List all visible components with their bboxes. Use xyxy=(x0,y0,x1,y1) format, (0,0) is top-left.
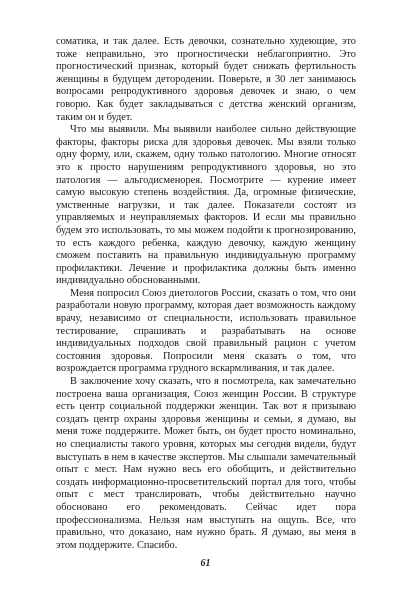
paragraph-3: Меня попросил Союз диетологов России, сказать о том, что они разработали новую программу, которая дает возможность каждому врачу, независимо от специальности, использовать правильное тестирование, спрашивать и разрабатывать на основе индивидуальных подходов свой правильный рацион с учетом состояния здоровья. Попросили меня сказать о том, что возрождается программа грудного вскармливания, и так далее. xyxy=(56,287,356,375)
body-text xyxy=(56,36,356,552)
paragraph-1: соматика, и так далее. Есть девочки, сознательно худеющие, это тоже неправильно, это прогностически неблагоприятно. Это прогностический признак, который будет снижать фертильность женщины в будущем детородении. Поверьте, я 30 лет занимаюсь вопросами репродуктивного здоровья девочек и знаю, о чем говорю. Как будет закладываться с детства женский организм, таким он и будет. xyxy=(56,36,356,123)
page-number: 61 xyxy=(200,558,211,569)
paragraph-2: Что мы выявили. Мы выявили наиболее сильно действующие факторы, факторы риска для здоровья девочек. Мы взяли только одну форму, или, скажем, одну только патологию. Многие относят это к просто нарушениям репродуктивного здоровья, но это патология — альгодисменорея. Посмотрите — курение имеет самую высокую степень воздействия. Да, огромные физические, умственные нагрузки, и так далее. Показатели состоят из управляемых и неуправляемых факторов. И если мы правильно будем это использовать, то мы можем подойти к прогнозированию, то есть каждого ребенка, каждую девочку, каждую женщину сможем поставить на правильную индивидуальную программу профилактики. Лечение и профилактика должны быть именно индивидуально обоснованными. xyxy=(56,124,356,287)
paragraph-4: В заключение хочу сказать, что я посмотрела, как замечательно построена ваша организация, Союз женщин России. В структуре есть центр социальной поддержки женщин. Так вот я призываю создать центр охраны здоровья женщины и семьи, я думаю, вы меня тоже поддержите. Может быть, он будет просто номинально, но специалисты такого уровня, которых мы сегодня видели, будут выступать в нем в качестве экспертов. Мы слышали замечательный опыт с мест. Нам нужно весь его обобщить, и действительно создать информационно-просветительский портал для того, чтобы опыт с мест транслировать, чтобы действительно научно обосновано его рекомендовать. Сейчас идет пора профессионализма. Нельзя нам выступать на ощупь. Все, что правильно, что доказано, нам нужно брать. Я думаю, вы меня в этом поддержите. Спасибо. xyxy=(56,376,356,551)
